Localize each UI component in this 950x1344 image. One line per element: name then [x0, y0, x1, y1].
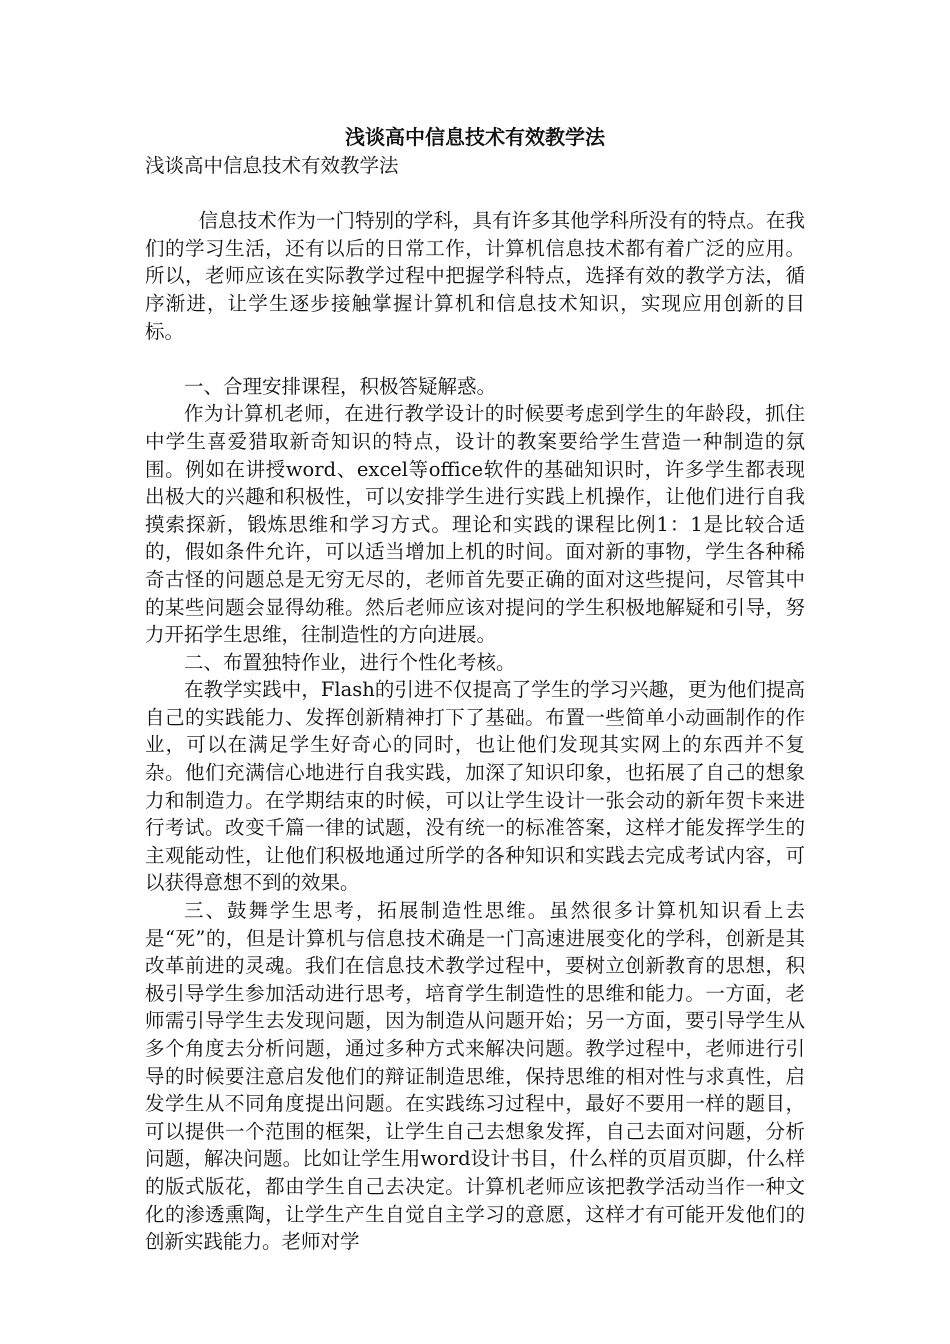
- blank-line: [145, 345, 805, 373]
- section-2-heading: 二、布置独特作业，进行个性化考核。: [184, 650, 516, 674]
- section-3-paragraph: 三、鼓舞学生思考，拓展制造性思维。虽然很多计算机知识看上去是“死”的，但是计算机与信息技术确是一门高速进展变化的学科，创新是其改革前进的灵魂。我们在信息技术教学过程中，要树立创新教育的思想，积极引导学生参加活动进行思考，培育学生制造性的思维和能力。一方面，老师需引导学生去发现问题，因为制造从问题开始；另一方面，要引导学生从多个角度去分析问题，通过多种方式来解决问题。教学过程中，老师进行引导的时候要注意启发他们的辩证制造思维，保持思维的相对性与求真性，启发学生从不同角度提出问题。在实践练习过程中，最好不要用一样的题目，可以提供一个范围的框架，让学生自己去想象发挥，自己去面对问题，分析问题，解决问题。比如让学生用word设计书目，什么样的页眉页脚，什么样的版式版花，都由学生自己去决定。计算机老师应该把教学活动当作一种文化的渗透熏陶，让学生产生自觉自主学习的意愿，这样才有可能开发他们的创新实践能力。老师对学: [145, 899, 805, 1254]
- section-1-paragraph: 作为计算机老师，在进行教学设计的时候要考虑到学生的年龄段，抓住中学生喜爱猎取新奇知识的特点，设计的教案要给学生营造一种制造的氛围。例如在讲授word、excel等office软件的基础知识时，许多学生都表现出极大的兴趣和积极性，可以安排学生进行实践上机操作，让他们进行自我摸索探新，锻炼思维和学习方式。理论和实践的课程比例1：1是比较合适的，假如条件允许，可以适当增加上机的时间。面对新的事物，学生各种稀奇古怪的问题总是无穷无尽的，老师首先要正确的面对这些提问，尽管其中的某些问题会显得幼稚。然后老师应该对提问的学生积极地解疑和引导，努力开拓学生思维，往制造性的方向进展。: [145, 402, 805, 647]
- section-1-heading: 一、合理安排课程，积极答疑解惑。: [184, 374, 497, 398]
- intro-paragraph: 信息技术作为一门特别的学科，具有许多其他学科所没有的特点。在我们的学习生活，还有以后的日常工作，计算机信息技术都有着广泛的应用。所以，老师应该在实际教学过程中把握学科特点，选择有效的教学方法，循序渐进，让学生逐步接触掌握计算机和信息技术知识，实现应用创新的目标。: [145, 209, 805, 343]
- blank-line: [145, 180, 805, 208]
- document-title: 浅谈高中信息技术有效教学法: [345, 125, 605, 149]
- document-body: [145, 122, 805, 1256]
- section-2-paragraph: 在教学实践中，Flash的引进不仅提高了学生的学习兴趣，更为他们提高自己的实践能力、发挥创新精神打下了基础。布置一些简单小动画制作的作业，可以在满足学生好奇心的同时，也让他们发现其实网上的东西并不复杂。他们充满信心地进行自我实践，加深了知识印象，也拓展了自己的想象力和制造力。在学期结束的时候，可以让学生设计一张会动的新年贺卡来进行考试。改变千篇一律的试题，没有统一的标准答案，这样才能发挥学生的主观能动性，让他们积极地通过所学的各种知识和实践去完成考试内容，可以获得意想不到的效果。: [145, 678, 805, 895]
- document-subtitle: 浅谈高中信息技术有效教学法: [145, 154, 399, 177]
